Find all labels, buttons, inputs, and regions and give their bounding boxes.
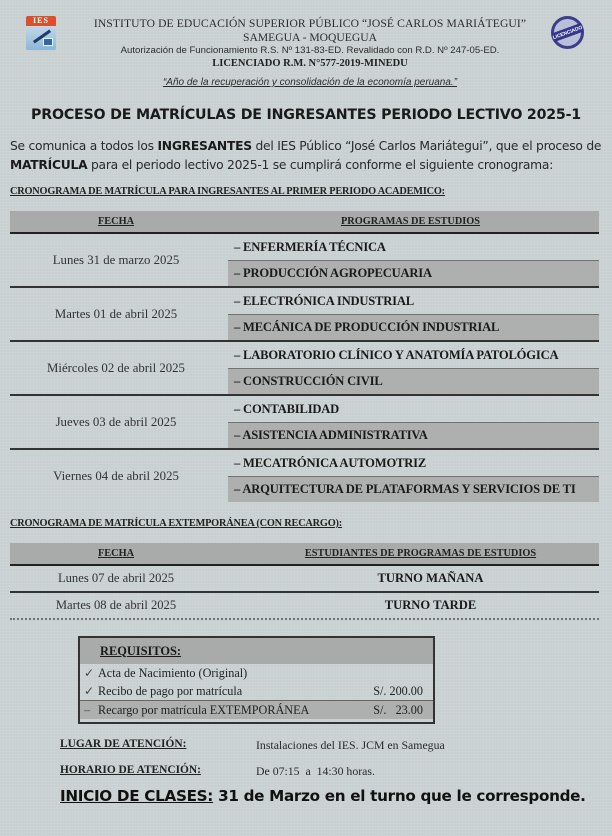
- late-schedule-heading: CRONOGRAMA DE MATRÍCULA EXTEMPORÁNEA (CON RECARGO):: [10, 518, 342, 529]
- late-schedule-table: [10, 543, 599, 620]
- regular-schedule-heading: CRONOGRAMA DE MATRÍCULA PARA INGRESANTES AL PRIMER PERIODO ACADEMICO:: [10, 186, 445, 197]
- logo-text: IES: [26, 16, 56, 26]
- place-value: Instalaciones del IES. JCM en Samegua: [256, 738, 445, 752]
- requirement-amount: S/. 23.00: [373, 702, 423, 717]
- regular-schedule-table: [10, 211, 599, 504]
- table-row: [10, 566, 599, 593]
- intro-bold-ingresantes: INGRESANTES: [157, 139, 252, 153]
- program-item: – ENFERMERÍA TÉCNICA: [234, 239, 386, 254]
- table-header: [10, 543, 599, 566]
- licensed-seal-icon: [551, 16, 584, 49]
- table-row: [10, 288, 599, 342]
- requirement-label: Recargo por matrícula EXTEMPORÁNEA: [98, 702, 310, 717]
- requirement-label: Acta de Nacimiento (Original): [98, 665, 248, 680]
- institute-logo: [26, 16, 56, 50]
- program-item: – PRODUCCIÓN AGROPECUARIA: [228, 260, 599, 286]
- program-item: – MECATRÓNICA AUTOMOTRIZ: [234, 455, 427, 470]
- authorization-text: Autorización de Funcionamiento R.S. Nº 131-83-ED. Revalidado con R.D. Nº 247-05-ED.: [120, 45, 500, 56]
- row-date: Lunes 31 de marzo 2025: [52, 252, 180, 267]
- page-title: PROCESO DE MATRÍCULAS DE INGRESANTES PERIODO LECTIVO 2025-1: [31, 107, 581, 123]
- program-item: – MECÁNICA DE PRODUCCIÓN INDUSTRIAL: [228, 314, 599, 340]
- column-header-students: ESTUDIANTES DE PROGRAMAS DE ESTUDIOS: [304, 548, 537, 559]
- seal-text: LICENCIADO: [551, 24, 584, 41]
- place-label: LUGAR DE ATENCIÓN:: [60, 738, 187, 750]
- row-date: Martes 01 de abril 2025: [54, 306, 178, 321]
- requirement-item: [80, 700, 433, 719]
- requirement-item: [80, 682, 433, 700]
- check-icon: ✓: [84, 665, 95, 680]
- program-item: – LABORATORIO CLÍNICO Y ANATOMÍA PATOLÓGICA: [234, 347, 559, 362]
- program-item: – CONSTRUCCIÓN CIVIL: [228, 368, 599, 394]
- table-header: [10, 211, 599, 234]
- table-row: [10, 342, 599, 396]
- row-date: Lunes 07 de abril 2025: [57, 571, 175, 585]
- program-item: – ELECTRÓNICA INDUSTRIAL: [234, 293, 414, 308]
- table-row: [10, 593, 599, 620]
- requirement-item: [80, 664, 433, 682]
- requirements-box: [78, 636, 435, 724]
- requirements-heading: REQUISITOS:: [80, 638, 433, 664]
- row-date: Jueves 03 de abril 2025: [55, 414, 177, 429]
- intro-text: del IES Público “José Carlos Mariátegui”, que el proceso de: [251, 139, 602, 153]
- table-row: [10, 234, 599, 288]
- classes-start-value: 31 de Marzo en el turno que le corresponde.: [213, 787, 586, 805]
- license-text: LICENCIADO R.M. N°577-2019-MINEDU: [212, 58, 408, 69]
- row-date: Miércoles 02 de abril 2025: [47, 360, 185, 375]
- program-item: – CONTABILIDAD: [234, 401, 340, 416]
- institute-name: INSTITUTO DE EDUCACIÓN SUPERIOR PÚBLICO “JOSÉ CARLOS MARIÁTEGUI”: [93, 17, 527, 30]
- intro-text: Se comunica a todos los: [10, 139, 158, 153]
- table-row: [10, 450, 599, 504]
- column-header-programs: PROGRAMAS DE ESTUDIOS: [340, 216, 481, 227]
- check-icon: ✓: [84, 683, 95, 698]
- dash-icon: –: [84, 702, 91, 717]
- requirement-amount: S/. 200.00: [373, 683, 423, 698]
- requirement-label: Recibo de pago por matrícula: [98, 683, 243, 698]
- intro-text: para el periodo lectivo 2025-1 se cumplirá conforme el siguiente cronograma:: [87, 158, 554, 172]
- intro-paragraph: [10, 137, 610, 175]
- row-shift: TURNO TARDE: [384, 598, 477, 612]
- column-header-fecha: FECHA: [97, 216, 135, 227]
- hours-label: HORARIO DE ATENCIÓN:: [60, 764, 201, 776]
- row-date: Martes 08 de abril 2025: [55, 598, 177, 612]
- program-item: – ARQUITECTURA DE PLATAFORMAS Y SERVICIOS DE TI: [228, 476, 599, 502]
- row-date: Viernes 04 de abril 2025: [53, 468, 179, 483]
- institute-location: SAMEGUA - MOQUEGUA: [243, 31, 377, 44]
- hours-value: De 07:15 a 14:30 horas.: [256, 764, 375, 778]
- column-header-fecha: FECHA: [97, 548, 135, 559]
- intro-bold-matricula: MATRÍCULA: [10, 158, 88, 172]
- classes-start: [60, 787, 586, 805]
- table-row: [10, 396, 599, 450]
- classes-start-label: INICIO DE CLASES:: [60, 787, 214, 805]
- row-shift: TURNO MAÑANA: [377, 571, 484, 585]
- year-motto: “Año de la recuperación y consolidación de la economía peruana.”: [162, 77, 458, 88]
- program-item: – ASISTENCIA ADMINISTRATIVA: [228, 422, 599, 448]
- book-icon: [43, 38, 53, 46]
